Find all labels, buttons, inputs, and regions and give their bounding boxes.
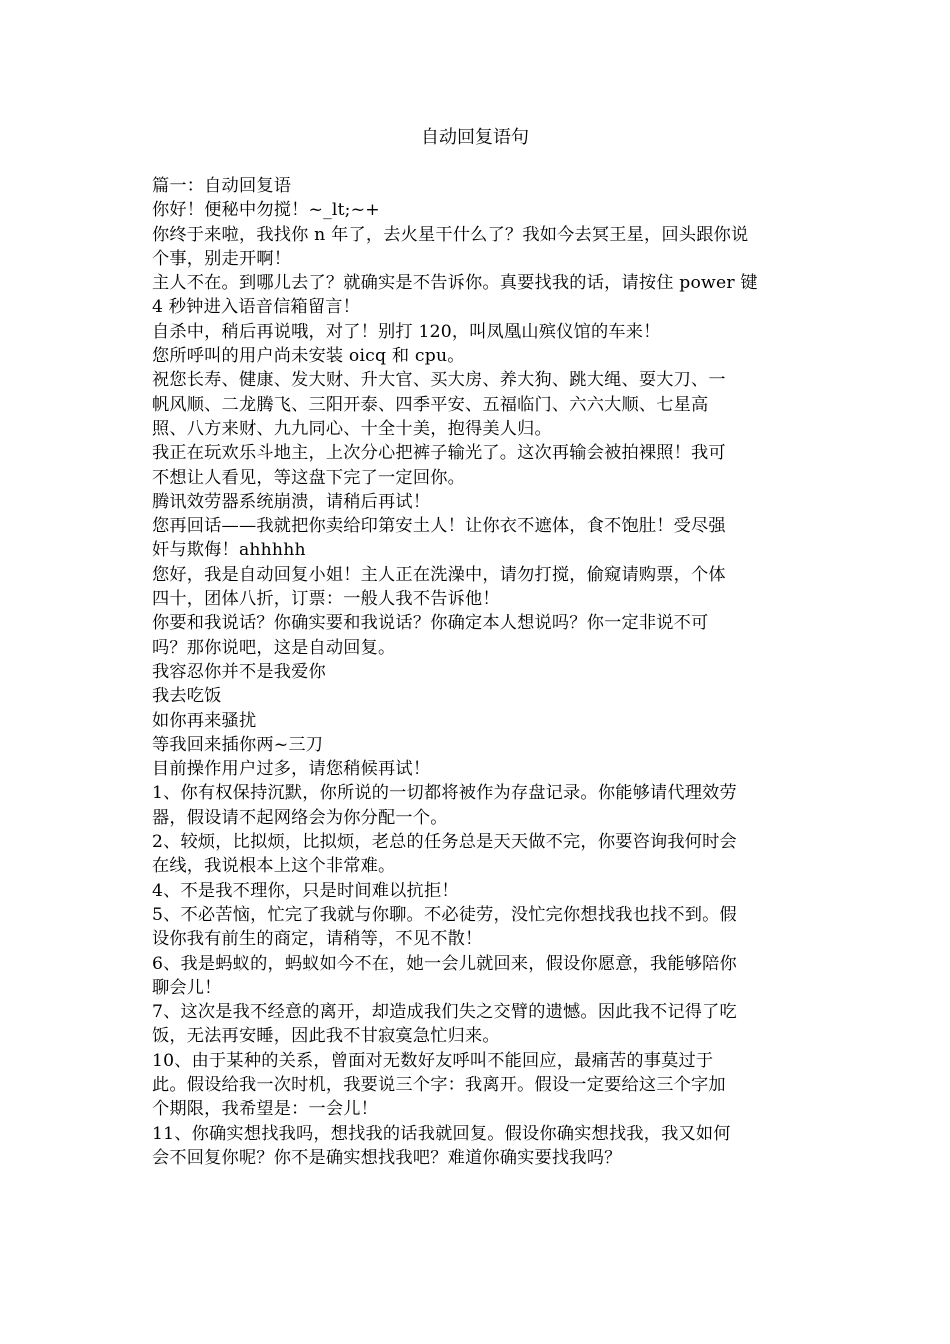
text-line: 腾讯效劳器系统崩溃，请稍后再试！ — [152, 491, 431, 512]
text-line: 我正在玩欢乐斗地主，上次分心把裤子输光了。这次再输会被拍裸照！我可 — [152, 443, 726, 464]
text-line: 4 秒钟进入语音信箱留言！ — [152, 297, 361, 318]
text-line: 奸与欺侮！ahhhhh — [152, 540, 306, 561]
text-line: 你终于来啦，我找你 n 年了，去火星干什么了？我如今去冥王星，回头跟你说 — [152, 224, 749, 245]
text-line: 设你我有前生的商定，请稍等，不见不散！ — [152, 929, 483, 950]
text-line: 7、这次是我不经意的离开，却造成我们失之交臂的遗憾。因此我不记得了吃 — [152, 1002, 737, 1023]
text-line: 6、我是蚂蚁的，蚂蚁如今不在，她一会儿就回来，假设你愿意，我能够陪你 — [152, 953, 737, 974]
text-line: 器，假设请不起网络会为你分配一个。 — [152, 807, 448, 828]
text-line: 四十，团体八折，订票：一般人我不告诉他！ — [152, 589, 500, 610]
text-line: 个期限，我希望是：一会儿！ — [152, 1099, 379, 1120]
text-line: 您好，我是自动回复小姐！主人正在洗澡中，请勿打搅，偷窥请购票，个体 — [152, 564, 726, 585]
text-line: 在线，我说根本上这个非常难。 — [152, 856, 396, 877]
text-line: 4、不是我不理你，只是时间难以抗拒！ — [152, 880, 459, 901]
text-line: 10、由于某种的关系，曾面对无数好友呼叫不能回应，最痛苦的事莫过于 — [152, 1050, 714, 1071]
text-line: 主人不在。到哪儿去了？就确实是不告诉你。真要找我的话，请按住 power 键 — [152, 273, 758, 294]
text-line: 饭，无法再安睡，因此我不甘寂寞急忙归来。 — [152, 1026, 500, 1047]
text-line: 您所呼叫的用户尚未安装 oicq 和 cpu。 — [152, 346, 465, 367]
text-line: 等我回来插你两~三刀 — [152, 734, 324, 755]
text-line: 你要和我说话？你确实要和我说话？你确定本人想说吗？你一定非说不可 — [152, 613, 709, 634]
text-line: 照、八方来财、九九同心、十全十美，抱得美人归。 — [152, 418, 552, 439]
text-line: 不想让人看见，等这盘下完了一定回你。 — [152, 467, 465, 488]
document-body — [152, 174, 802, 1170]
text-line: 聊会儿！ — [152, 977, 222, 998]
text-line: 帆风顺、二龙腾飞、三阳开泰、四季平安、五福临门、六六大顺、七星高 — [152, 394, 709, 415]
text-line: 自杀中，稍后再说哦，对了！别打 120，叫凤凰山殡仪馆的车来！ — [152, 321, 661, 342]
text-line: 如你再来骚扰 — [152, 710, 257, 731]
text-line: 我容忍你并不是我爱你 — [152, 661, 326, 682]
text-line: 个事，别走开啊！ — [152, 248, 292, 269]
text-line: 会不回复你呢？你不是确实想找我吧？难道你确实要找我吗？ — [152, 1147, 622, 1168]
text-line: 目前操作用户过多，请您稍候再试！ — [152, 759, 431, 780]
text-line: 1、你有权保持沉默，你所说的一切都将被作为存盘记录。你能够请代理效劳 — [152, 783, 737, 804]
text-line: 我去吃饭 — [152, 686, 222, 707]
text-line: 你好！便秘中勿搅！~_lt;~+ — [152, 200, 380, 221]
text-line: 您再回话——我就把你卖给印第安土人！让你衣不遮体，食不饱肚！受尽强 — [152, 516, 726, 537]
text-line: 此。假设给我一次时机，我要说三个字：我离开。假设一定要给这三个字加 — [152, 1074, 726, 1095]
text-line: 吗？那你说吧，这是自动回复。 — [152, 637, 396, 658]
text-line: 祝您长寿、健康、发大财、升大官、买大房、养大狗、跳大绳、耍大刀、一 — [152, 370, 726, 391]
text-line: 11、你确实想找我吗，想找我的话我就回复。假设你确实想找我，我又如何 — [152, 1123, 731, 1144]
document-title: 自动回复语句 — [421, 127, 529, 148]
text-line: 2、较烦，比拟烦，比拟烦，老总的任务总是天天做不完，你要咨询我何时会 — [152, 832, 737, 853]
text-line: 5、不必苦恼，忙完了我就与你聊。不必徒劳，没忙完你想找我也找不到。假 — [152, 904, 737, 925]
text-line: 篇一：自动回复语 — [152, 176, 292, 196]
